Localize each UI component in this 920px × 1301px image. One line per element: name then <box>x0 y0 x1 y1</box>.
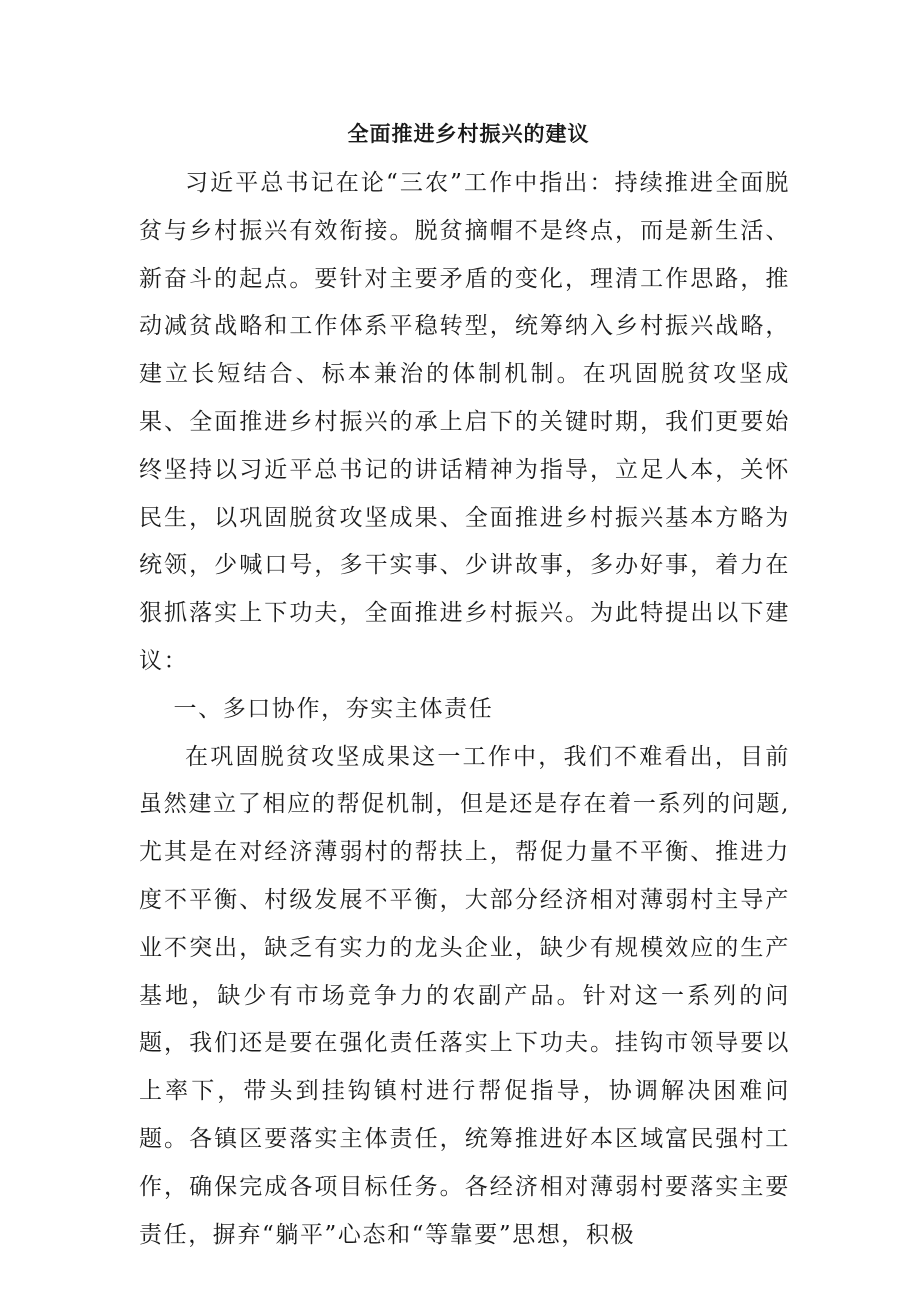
document-title: 全面推进乡村振兴的建议 <box>347 121 590 146</box>
section-heading: 一、多口协作，夯实主体责任 <box>173 695 494 722</box>
intro-paragraph: 习近平总书记在论“三农”工作中指出：持续推进全面脱贫与乡村振兴有效衔接。脱贫摘帽不是终点，而是新生活、新奋斗的起点。要针对主要矛盾的变化，理清工作思路，推动减贫战略和工作体系平稳转型，统筹纳入乡村振兴战略，建立长短结合、标本兼治的体制机制。在巩固脱贫攻坚成果、全面推进乡村振兴的承上启下的关键时期，我们更要始终坚持以习近平总书记的讲话精神为指导，立足人本，关怀民生，以巩固脱贫攻坚成果、全面推进乡村振兴基本方略为统领，少喊口号，多干实事、少讲故事，多办好事，着力在狠抓落实上下功夫，全面推进乡村振兴。为此特提出以下建议： <box>139 170 790 674</box>
section-paragraph: 在巩固脱贫攻坚成果这一工作中，我们不难看出，目前虽然建立了相应的帮促机制，但是还是存在着一系列的问题,尤其是在对经济薄弱村的帮扶上，帮促力量不平衡、推进力度不平衡、村级发展不平衡，大部分经济相对薄弱村主导产业不突出，缺乏有实力的龙头企业，缺少有规模效应的生产基地，缺少有市场竞争力的农副产品。针对这一系列的问题，我们还是要在强化责任落实上下功夫。挂钩市领导要以上率下，带头到挂钩镇村进行帮促指导，协调解决困难问题。各镇区要落实主体责任，统筹推进好本区域富民强村工作，确保完成各项目标任务。各经济相对薄弱村要落实主要责任，摒弃“躺平”心态和“等靠要”思想，积极 <box>139 743 790 1248</box>
